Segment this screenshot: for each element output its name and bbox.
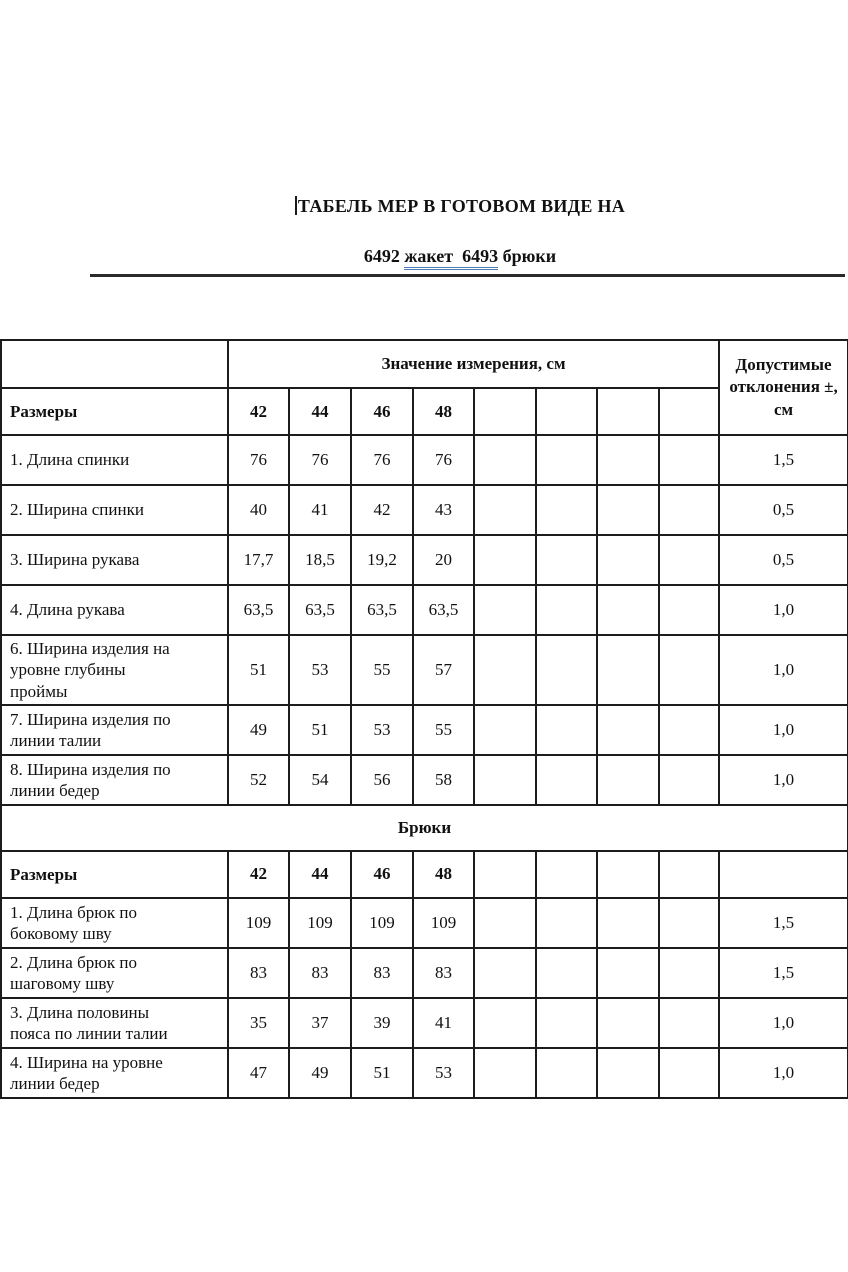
empty-cell: [659, 898, 719, 948]
measurement-label: 1. Длина спинки: [1, 435, 228, 485]
doc-subtitle: [72, 246, 848, 267]
table-row: [1, 998, 848, 1048]
value-cell: 19,2: [351, 535, 413, 585]
table-row: [1, 635, 848, 705]
empty-cell: [536, 388, 597, 435]
page-title: [72, 196, 848, 217]
measurement-label: 7. Ширина изделия по линии талии: [1, 705, 228, 755]
empty-cell: [536, 585, 597, 635]
empty-cell: [474, 585, 536, 635]
value-cell: 109: [228, 898, 289, 948]
measurement-label: 3. Длина половины пояса по линии талии: [1, 998, 228, 1048]
empty-cell: [474, 948, 536, 998]
value-cell: 54: [289, 755, 351, 805]
table-row: [1, 485, 848, 535]
empty-cell: [659, 851, 719, 898]
size-44: 44: [289, 388, 351, 435]
tolerance-cell: 0,5: [719, 485, 848, 535]
value-cell: 83: [351, 948, 413, 998]
table-header-row: [1, 340, 848, 388]
empty-cell: [659, 635, 719, 705]
value-cell: 47: [228, 1048, 289, 1098]
empty-cell: [659, 585, 719, 635]
value-cell: 63,5: [413, 585, 474, 635]
value-cell: 51: [228, 635, 289, 705]
sizes-label: Размеры: [1, 388, 228, 435]
empty-cell: [536, 755, 597, 805]
tolerance-cell: 1,0: [719, 755, 848, 805]
value-cell: 57: [413, 635, 474, 705]
empty-cell: [659, 1048, 719, 1098]
value-cell: 53: [289, 635, 351, 705]
empty-cell: [474, 485, 536, 535]
value-cell: 18,5: [289, 535, 351, 585]
empty-cell: [597, 535, 659, 585]
empty-cell: [474, 705, 536, 755]
empty-cell: [659, 435, 719, 485]
value-cell: 76: [228, 435, 289, 485]
table-row: [1, 948, 848, 998]
value-cell: 55: [351, 635, 413, 705]
value-cell: 58: [413, 755, 474, 805]
empty-cell: [536, 898, 597, 948]
size-44: 44: [289, 851, 351, 898]
document-header: [0, 0, 848, 267]
size-42: 42: [228, 388, 289, 435]
table-row: [1, 585, 848, 635]
value-cell: 17,7: [228, 535, 289, 585]
empty-cell: [659, 755, 719, 805]
empty-cell: [536, 851, 597, 898]
table-row: [1, 755, 848, 805]
tolerance-cell: 1,5: [719, 435, 848, 485]
value-cell: 109: [289, 898, 351, 948]
empty-cell: [597, 1048, 659, 1098]
empty-cell: [536, 635, 597, 705]
tolerance-cell: 1,5: [719, 948, 848, 998]
empty-cell: [536, 535, 597, 585]
value-cell: 42: [351, 485, 413, 535]
value-cell: 83: [413, 948, 474, 998]
tolerance-cell: 1,0: [719, 635, 848, 705]
empty-cell: [597, 998, 659, 1048]
empty-cell: [659, 485, 719, 535]
tolerance-cell: 1,0: [719, 705, 848, 755]
empty-cell: [474, 1048, 536, 1098]
empty-cell: [597, 851, 659, 898]
empty-cell: [719, 851, 848, 898]
section-header-row: [1, 805, 848, 851]
empty-cell: [597, 635, 659, 705]
tolerance-cell: 1,0: [719, 998, 848, 1048]
empty-cell: [474, 851, 536, 898]
empty-cell: [597, 388, 659, 435]
empty-cell: [597, 435, 659, 485]
size-48: 48: [413, 388, 474, 435]
value-cell: 109: [413, 898, 474, 948]
empty-cell: [474, 388, 536, 435]
table-row: [1, 1048, 848, 1098]
value-cell: 76: [413, 435, 474, 485]
empty-cell: [659, 535, 719, 585]
value-cell: 20: [413, 535, 474, 585]
value-cell: 49: [228, 705, 289, 755]
subtitle-underlined-link[interactable]: жакет 6493: [404, 246, 498, 270]
value-cell: 37: [289, 998, 351, 1048]
empty-cell: [659, 948, 719, 998]
trousers-sizes-row: [1, 851, 848, 898]
empty-cell: [474, 635, 536, 705]
empty-cell: [536, 998, 597, 1048]
table-row: [1, 535, 848, 585]
value-cell: 83: [289, 948, 351, 998]
empty-cell: [536, 705, 597, 755]
value-cell: 55: [413, 705, 474, 755]
tolerance-header-cell: Допустимые отклонения ±, см: [719, 340, 848, 435]
empty-cell: [597, 485, 659, 535]
empty-cell: [659, 705, 719, 755]
horizontal-rule: [90, 274, 845, 277]
value-cell: 43: [413, 485, 474, 535]
value-cell: 109: [351, 898, 413, 948]
measurements-table: [0, 339, 848, 1099]
value-cell: 53: [351, 705, 413, 755]
value-header-cell: Значение измерения, см: [228, 340, 719, 388]
table-row: [1, 705, 848, 755]
empty-cell: [597, 705, 659, 755]
empty-cell: [597, 585, 659, 635]
empty-cell: [536, 485, 597, 535]
measurement-label: 3. Ширина рукава: [1, 535, 228, 585]
measurement-label: 4. Ширина на уровне линии бедер: [1, 1048, 228, 1098]
empty-cell: [597, 948, 659, 998]
empty-cell: [659, 998, 719, 1048]
measurement-label: 2. Длина брюк по шаговому шву: [1, 948, 228, 998]
subtitle-suffix: брюки: [498, 246, 557, 266]
empty-cell: [474, 435, 536, 485]
value-cell: 39: [351, 998, 413, 1048]
value-cell: 63,5: [228, 585, 289, 635]
value-cell: 63,5: [351, 585, 413, 635]
value-cell: 35: [228, 998, 289, 1048]
value-cell: 56: [351, 755, 413, 805]
table-row: [1, 435, 848, 485]
tolerance-cell: 0,5: [719, 535, 848, 585]
value-cell: 52: [228, 755, 289, 805]
empty-cell: [474, 898, 536, 948]
section-title: Брюки: [1, 805, 848, 851]
value-cell: 63,5: [289, 585, 351, 635]
value-cell: 51: [289, 705, 351, 755]
tolerance-cell: 1,5: [719, 898, 848, 948]
tolerance-cell: 1,0: [719, 585, 848, 635]
sizes-label: Размеры: [1, 851, 228, 898]
value-cell: 41: [413, 998, 474, 1048]
empty-cell: [536, 1048, 597, 1098]
size-46: 46: [351, 851, 413, 898]
corner-cell: [1, 340, 228, 388]
measurement-label: 6. Ширина изделия на уровне глубины проймы: [1, 635, 228, 705]
tolerance-cell: 1,0: [719, 1048, 848, 1098]
value-cell: 76: [351, 435, 413, 485]
empty-cell: [474, 755, 536, 805]
value-cell: 41: [289, 485, 351, 535]
page-title-text: ТАБЕЛЬ МЕР В ГОТОВОМ ВИДЕ НА: [297, 196, 626, 216]
value-cell: 83: [228, 948, 289, 998]
value-cell: 51: [351, 1048, 413, 1098]
empty-cell: [597, 755, 659, 805]
measurement-label: 2. Ширина спинки: [1, 485, 228, 535]
value-cell: 76: [289, 435, 351, 485]
measurement-label: 8. Ширина изделия по линии бедер: [1, 755, 228, 805]
measurement-label: 1. Длина брюк по боковому шву: [1, 898, 228, 948]
value-cell: 40: [228, 485, 289, 535]
value-cell: 49: [289, 1048, 351, 1098]
table-row: [1, 898, 848, 948]
size-48: 48: [413, 851, 474, 898]
empty-cell: [597, 898, 659, 948]
empty-cell: [536, 948, 597, 998]
empty-cell: [474, 535, 536, 585]
text-cursor-icon: [295, 196, 297, 215]
empty-cell: [659, 388, 719, 435]
value-cell: 53: [413, 1048, 474, 1098]
size-42: 42: [228, 851, 289, 898]
size-46: 46: [351, 388, 413, 435]
empty-cell: [536, 435, 597, 485]
empty-cell: [474, 998, 536, 1048]
subtitle-prefix: 6492: [363, 246, 405, 266]
measurement-label: 4. Длина рукава: [1, 585, 228, 635]
